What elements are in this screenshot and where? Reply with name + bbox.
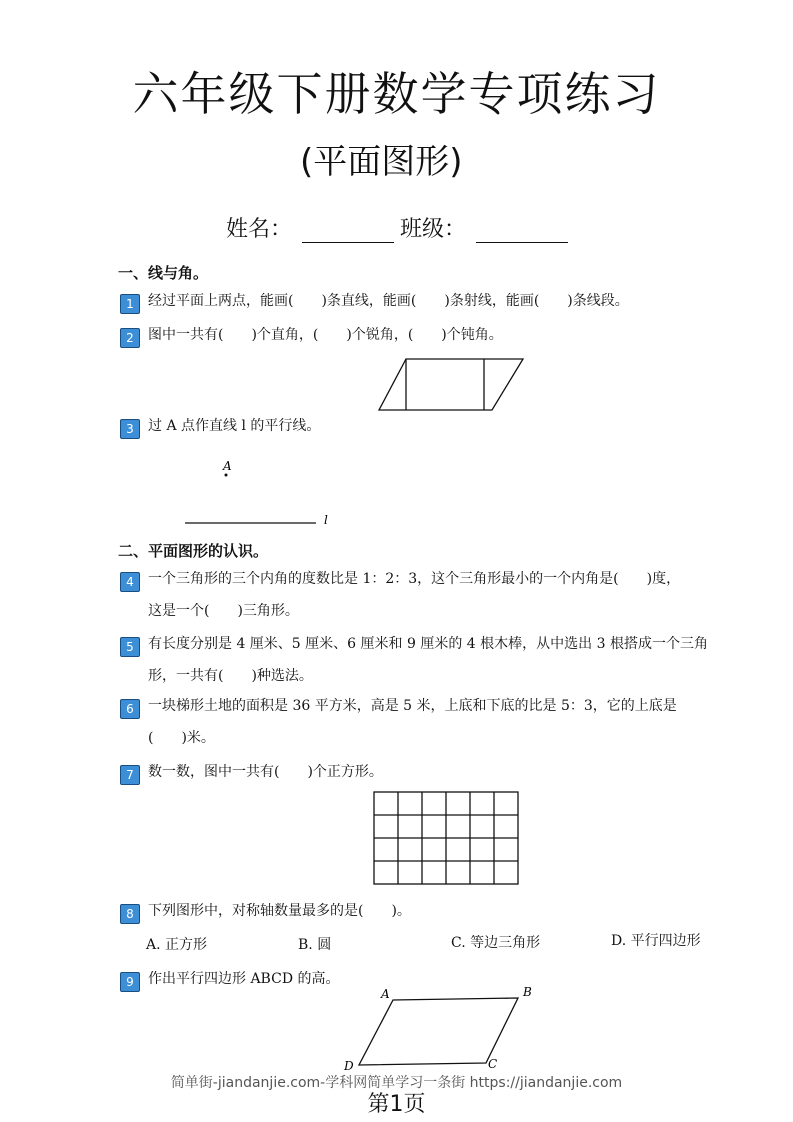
question-number: 2: [120, 328, 140, 348]
name-class-row: [226, 212, 574, 243]
question-2: [120, 319, 780, 351]
point-a-label: A: [223, 459, 232, 473]
option-b[interactable]: B. 圆: [298, 937, 332, 953]
question-text: 图中一共有( )个直角，( )个锐角，( )个钝角。: [148, 327, 503, 343]
page-subtitle: (平面图形): [300, 142, 463, 182]
question-8: [120, 895, 780, 927]
question-1: [120, 285, 780, 317]
question-number: 5: [120, 637, 140, 657]
question-5: [120, 628, 780, 692]
vertex-b-label: B: [523, 985, 532, 999]
question-4: [120, 563, 780, 627]
outer-parallelogram: [379, 359, 523, 410]
vertex-d-label: D: [344, 1059, 354, 1073]
page-number: 第1页: [367, 1092, 426, 1117]
option-a[interactable]: A. 正方形: [146, 937, 208, 953]
question-3: [120, 410, 780, 442]
vertex-a-label: A: [381, 987, 390, 1001]
question-text: 作出平行四边形 ABCD 的高。: [148, 971, 340, 987]
square-grid-figure: [372, 790, 520, 886]
question-6: [120, 690, 780, 754]
question-text: 下列图形中，对称轴数量最多的是( )。: [148, 903, 411, 919]
question-text-cont: 这是一个( )三角形。: [148, 603, 299, 619]
class-label: 班级：: [400, 217, 467, 242]
option-d[interactable]: D. 平行四边形: [611, 933, 701, 949]
name-label: 姓名：: [226, 217, 293, 242]
parallel-line-figure: [180, 452, 340, 532]
vertex-c-label: C: [488, 1057, 498, 1071]
question-number: 9: [120, 972, 140, 992]
question-text: 数一数，图中一共有( )个正方形。: [148, 764, 383, 780]
class-blank[interactable]: [476, 218, 568, 243]
footer-watermark: 简单街-jiandanjie.com-学科网简单学习一条街 https://jiandanjie.com: [170, 1075, 623, 1091]
page-title: 六年级下册数学专项练习: [132, 67, 661, 121]
question-text: 一个三角形的三个内角的度数比是 1：2：3，这个三角形最小的一个内角是( )度，: [148, 571, 681, 587]
question-number: 8: [120, 904, 140, 924]
parallelogram-abcd: [359, 998, 518, 1065]
question-number: 4: [120, 572, 140, 592]
question-text-cont: ( )米。: [148, 730, 215, 746]
name-blank[interactable]: [302, 218, 394, 243]
question-number: 3: [120, 419, 140, 439]
section-lines-angles: 一、线与角。: [118, 264, 209, 282]
question-text: 过 A 点作直线 l 的平行线。: [148, 418, 321, 434]
line-l-label: l: [324, 513, 328, 527]
question-text: 有长度分别是 4 厘米、5 厘米、6 厘米和 9 厘米的 4 根木棒，从中选出 3 根搭成一个三角: [148, 636, 708, 652]
option-c[interactable]: C. 等边三角形: [451, 935, 541, 951]
section-plane-shapes: 二、平面图形的认识。: [118, 542, 269, 560]
question-number: 7: [120, 765, 140, 785]
question-text-cont: 形，一共有( )种选法。: [148, 668, 313, 684]
question-7: [120, 756, 780, 788]
question-text: 一块梯形土地的面积是 36 平方米，高是 5 米，上底和下底的比是 5：3，它的上底是: [148, 698, 677, 714]
question-number: 6: [120, 699, 140, 719]
point-a: [225, 474, 228, 477]
parallelogram-angles-figure: [376, 356, 526, 414]
question-number: 1: [120, 294, 140, 314]
question-text: 经过平面上两点，能画( )条直线，能画( )条射线，能画( )条线段。: [148, 293, 629, 309]
parallelogram-abcd-figure: [338, 984, 542, 1074]
